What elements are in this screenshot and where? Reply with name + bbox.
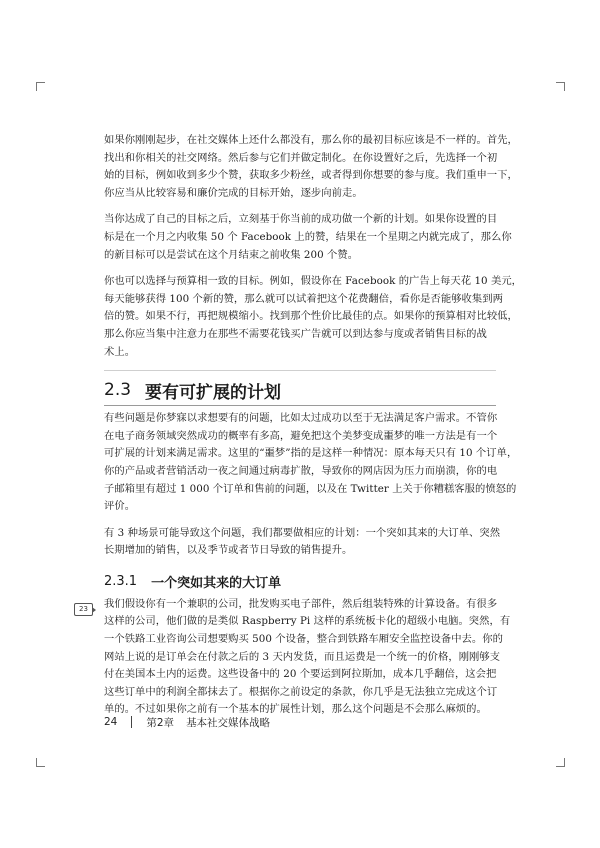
footer-chapter-title: 基本社交媒体战略 [186,716,271,729]
paragraph [104,211,512,264]
crop-mark-bl-h [36,766,45,767]
paragraph-line: 这些订单中的利润全都抹去了。根据你之前设定的条款，你几乎是无法独立完成这个订 [104,685,498,698]
section-title: 要有可扩展的计划 [145,382,282,403]
paragraph-line: 找出和你相关的社交网络。然后参与它们并做定制化。在你设置好之后，先选择一个初 [104,151,498,164]
paragraph-line: 这样的公司，他们做的是类似 Raspberry Pi 这样的系统板卡化的超级小电脑。突然，有 [104,615,511,628]
paragraph [104,132,518,202]
paragraph-line: 倍的赞。如果不行，再把规模缩小。找到那个性价比最佳的点。如果你的预算相对比较低， [104,310,518,323]
footer-chapter: 第2章 [146,716,175,729]
paragraph-line: 一个铁路工业咨询公司想要购买 500 个设备，整合到铁路车厢安全监控设备中去。你的 [104,633,503,646]
paragraph-line: 有些问题是你梦寐以求想要有的问题，比如太过成功以至于无法满足客户需求。不管你 [104,412,498,425]
original-page-ref-badge: 23 [74,603,93,616]
paragraph-line: 网站上说的是订单会在付款之后的 3 天内发货，而且运费是一个统一的价格，刚刚够支 [104,650,501,663]
paragraph-line: 每天能够获得 100 个新的赞，那么就可以试着把这个花费翻倍，看你是否能够收集到两 [104,292,503,305]
paragraph-line: 术上。 [104,345,136,358]
section-divider [104,370,496,371]
paragraph-line: 长期增加的销售，以及季节或者节日导致的销售提升。 [104,544,353,557]
paragraph-line: 我们假设你有一个兼职的公司，批发购买电子部件，然后组装特殊的计算设备。有很多 [104,597,498,610]
subsection-heading [104,570,496,594]
intro-paragraphs [104,132,523,361]
paragraph-line: 你也可以选择与预算相一致的目标。例如，假设你在 Facebook 的广告上每天花 10 美元， [104,275,523,288]
page-footer [104,713,496,731]
paragraph-line: 评价。 [104,500,136,513]
crop-mark-br-v [564,758,565,767]
subsection-number: 2.3.1 [104,574,138,590]
paragraph-line: 那么你应当集中注意力在那些不需要花钱买广告就可以到达参与度或者销售目标的战 [104,327,487,340]
paragraph-line: 单的。不过如果你之前有一个基本的扩展性计划，那么这个问题是不会那么麻烦的。 [104,703,487,716]
paragraph-line: 标是在一个月之内收集 50 个 Facebook 上的赞，结果在一个星期之内就完成了，那么你 [104,230,512,243]
paragraph-line: 付在美国本土内的运费。这些设备中的 20 个要运到阿拉斯加，成本几乎翻倍，这会把 [104,668,497,681]
crop-mark-bl-v [36,758,37,767]
footer-separator [131,716,132,728]
page-number: 24 [104,716,118,728]
paragraph [104,410,518,516]
paragraph-line: 可扩展的计划来满足需求。这里的“噩梦”指的是这样一种情况：原本每天只有 10 个订单， [104,447,518,460]
paragraph [104,596,511,719]
paragraph-line: 你应当从比较容易和廉价完成的目标开始，逐步向前走。 [104,186,363,199]
section-heading [104,377,496,403]
section-paragraphs [104,410,518,560]
paragraph-line: 始的目标，例如收到多少个赞，获取多少粉丝，或者得到你想要的参与度。我们重申一下， [104,169,518,182]
paragraph-line: 如果你刚刚起步，在社交媒体上还什么都没有，那么你的最初目标应该是不一样的。首先， [104,134,518,146]
section-heading-rule [104,405,496,406]
subsection-title: 一个突如其来的大订单 [151,576,282,592]
paragraph-line: 有 3 种场景可能导致这个问题，我们都要做相应的计划：一个突如其来的大订单、突然 [104,526,501,539]
paragraph-line: 的新目标可以是尝试在这个月结束之前收集 200 个赞。 [104,248,359,261]
paragraph-line: 在电子商务领域突然成功的概率有多高，避免把这个美梦变成噩梦的唯一方法是有一个 [104,429,498,442]
paragraph [104,273,523,361]
page-body [104,132,523,728]
paragraph-line: 子邮箱里有超过 1 000 个订单和售前的问题，以及在 Twitter 上关于你糟糕客服的愤怒的 [104,482,517,495]
subsection-paragraphs [104,596,511,719]
paragraph-line: 当你达成了自己的目标之后，立刻基于你当前的成功做一个新的计划。如果你设置的目 [104,213,498,226]
section-number: 2.3 [104,380,132,401]
paragraph [104,525,501,560]
crop-mark-tr-v [564,82,565,91]
crop-mark-tl-h [36,82,45,83]
paragraph-line: 你的产品或者营销活动一夜之间通过病毒扩散，导致你的网店因为压力而崩溃，你的电 [104,464,498,477]
crop-mark-tl-v [36,82,37,91]
